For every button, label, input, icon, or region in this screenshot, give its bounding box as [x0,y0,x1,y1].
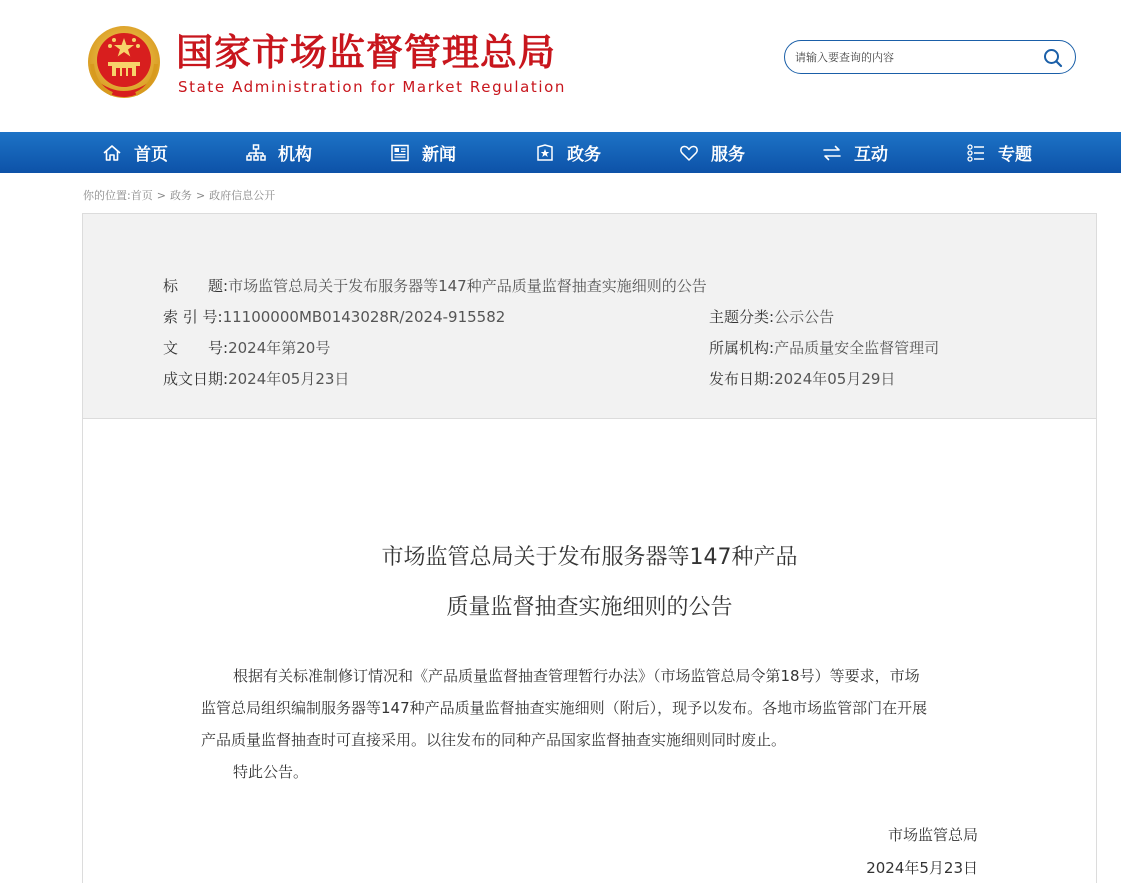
nav-label: 首页 [134,145,168,165]
meta-category-value: 公示公告 [774,308,835,326]
meta-created-date-key: 成文日期: [163,370,229,388]
meta-index-value: 11100000MB0143028R/2024-915582 [222,308,506,326]
meta-agency-value: 产品质量安全监督管理司 [774,339,940,357]
meta-category-row [709,307,834,327]
nav-item-services[interactable] [679,132,745,173]
nav-label: 政务 [567,145,601,165]
org-chart-icon [246,143,266,163]
meta-doc-number-value: 2024年第20号 [228,339,331,357]
search-icon[interactable] [1043,48,1063,68]
content-frame [82,213,1097,883]
breadcrumb-affairs-link[interactable]: 政务 [169,189,192,202]
news-icon [390,143,410,163]
document-metadata [83,214,1096,419]
breadcrumb-gov-info-link[interactable]: 政府信息公开 [209,189,276,202]
meta-title-key: 标 题: [163,277,229,295]
article-paragraph-line-2: 监管总局组织编制服务器等147种产品质量监督抽查实施细则（附后），现予以发布。各地市场监管部门在开展 [201,699,928,717]
search-box [784,40,1076,74]
breadcrumb-separator: > [156,189,166,202]
search-input[interactable] [795,48,1035,66]
meta-doc-number-key: 文 号: [163,339,229,357]
shield-star-icon [535,143,555,163]
nav-label: 机构 [278,145,312,165]
nav-item-affairs[interactable] [535,132,601,173]
nav-item-topics[interactable] [966,132,1032,173]
main-nav [0,132,1121,173]
breadcrumb [83,187,275,203]
meta-title-row [163,276,707,296]
meta-agency-row [709,338,939,358]
meta-category-key: 主题分类: [709,308,775,326]
article-paragraph-line-3: 产品质量监督抽查时可直接采用。以往发布的同种产品国家监督抽查实施细则同时废止。 [201,731,787,749]
national-emblem-icon[interactable] [86,24,162,102]
breadcrumb-prefix: 你的位置: [83,189,131,202]
nav-label: 新闻 [422,145,456,165]
site-title: 国家市场监督管理总局 [176,31,556,74]
breadcrumb-separator: > [195,189,206,202]
nav-label: 专题 [998,145,1032,165]
signature-org: 市场监管总局 [887,826,978,844]
exchange-icon [822,143,842,163]
breadcrumb-home-link[interactable]: 首页 [130,189,153,202]
nav-label: 互动 [854,145,888,165]
site-header [0,0,1121,132]
meta-published-date-row [709,369,895,389]
site-subtitle: State Administration for Market Regulation [178,78,567,96]
meta-index-key: 索 引 号: [163,308,223,326]
meta-created-date-value: 2024年05月23日 [228,370,350,388]
meta-published-date-key: 发布日期: [709,370,775,388]
meta-doc-number-row [163,338,330,358]
nav-item-interaction[interactable] [822,132,888,173]
nav-item-home[interactable] [102,132,168,173]
heart-icon [679,143,699,163]
article-title-line-1: 市场监管总局关于发布服务器等147种产品 [381,545,798,570]
meta-title-value: 市场监管总局关于发布服务器等147种产品质量监督抽查实施细则的公告 [228,277,707,295]
nav-item-org[interactable] [246,132,312,173]
meta-agency-key: 所属机构: [709,339,775,357]
article-title-line-2: 质量监督抽查实施细则的公告 [446,595,733,620]
nav-label: 服务 [711,145,745,165]
meta-published-date-value: 2024年05月29日 [774,370,896,388]
signature-date: 2024年5月23日 [866,859,978,877]
article-closing: 特此公告。 [233,763,309,781]
list-icon [966,143,986,163]
article-paragraph-line-1: 根据有关标准制修订情况和《产品质量监督抽查管理暂行办法》（市场监管总局令第18号）等要求，市场 [233,667,920,685]
meta-index-row [163,307,505,327]
home-icon [102,143,122,163]
meta-created-date-row [163,369,349,389]
nav-item-news[interactable] [390,132,456,173]
